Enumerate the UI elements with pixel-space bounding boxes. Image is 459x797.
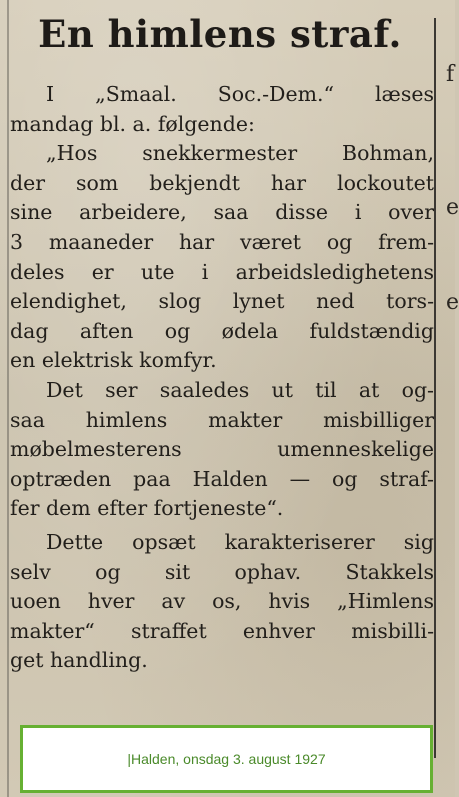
text-line: get handling. — [10, 648, 148, 673]
text-line: mandag bl. a. følgende: — [10, 111, 255, 136]
text-line: 3 maaneder har været og frem- — [10, 229, 434, 254]
text-line: optræden paa Halden — og straf- — [10, 466, 434, 491]
paragraph — [10, 80, 434, 139]
paragraph — [10, 528, 434, 676]
text-line: uoen hver av os, hvis „Himlens — [10, 589, 434, 614]
text-line: I „Smaal. Soc.-Dem.“ læses — [46, 82, 434, 106]
edge-text-fragment: e — [446, 290, 459, 315]
article-headline: En himlens straf. — [38, 12, 402, 56]
text-line: sine arbeidere, saa disse i over — [10, 200, 434, 225]
text-line: der som bekjendt har lockoutet — [10, 170, 434, 195]
text-line: fer dem efter fortjeneste“. — [10, 496, 284, 521]
paragraph — [10, 139, 434, 376]
text-line: selv og sit ophav. Stakkels — [10, 559, 434, 584]
caption-box — [20, 725, 433, 793]
text-line: Det ser saaledes ut til at og- — [46, 377, 434, 402]
edge-text-fragment: e — [446, 195, 459, 220]
column-rule-right — [434, 18, 436, 758]
column-rule-left — [7, 0, 9, 797]
text-line: møbelmesterens umenneskelige — [10, 437, 434, 462]
edge-text-fragment: f — [446, 62, 455, 87]
article-body — [10, 80, 434, 676]
text-line: en elektrisk komfyr. — [10, 348, 217, 373]
text-line: saa himlens makter misbilliger — [10, 407, 434, 432]
text-line: dag aften og ødela fuldstændig — [10, 318, 434, 343]
text-line: elendighet, slog lynet ned tors- — [10, 289, 434, 314]
text-line: deles er ute i arbeidsledighetens — [10, 259, 434, 284]
source-caption: |Halden, onsdag 3. august 1927 — [127, 751, 326, 767]
text-line: Dette opsæt karakteriserer sig — [46, 529, 434, 554]
text-line: makter“ straffet enhver misbilli- — [10, 618, 434, 643]
paragraph — [10, 376, 434, 524]
text-line: „Hos snekkermester Bohman, — [46, 141, 434, 166]
